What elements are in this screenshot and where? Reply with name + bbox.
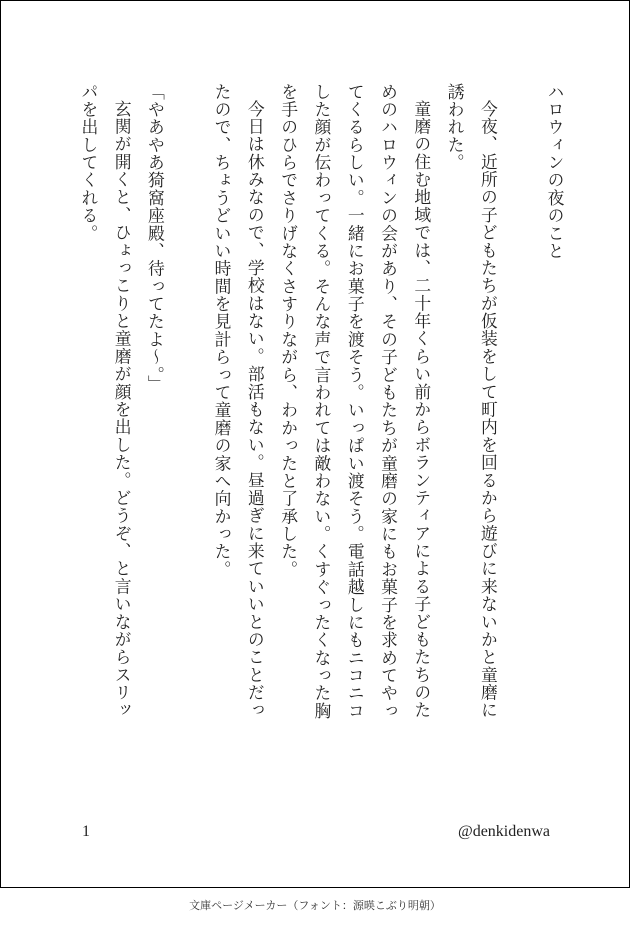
text-line: 玄関が開くと、ひょっこりと童磨が顔を出した。どうぞ、と言いながらスリッ [112,100,133,720]
page-number: 1 [82,823,90,840]
text-line: を手のひらでさりげなくさすりながら、わかったと了承した。 [278,83,299,579]
text-line: たので、ちょうどいい時間を見計らって童磨の家へ向かった。 [212,83,233,579]
text-line: 童磨の住む地域では、二十年くらい前からボランティアによる子どもたちのた [411,100,432,720]
generator-caption: 文庫ページメーカー（フォント：源暎こぶり明朝） [189,899,441,912]
story-title: ハロウィンの夜のこと [545,83,565,260]
text-line: てくるらしい。一緒にお菓子を渡そう。いっぱい渡そう。電話越しにもニコニコ [345,83,366,720]
text-line: 今夜、近所の子どもたちが仮装をして町内を回るから遊びに来ないかと童磨に [478,100,499,720]
text-line: した顔が伝わってくる。そんな声で言われては敵わない。くすぐったくなった胸 [311,83,332,720]
dialogue-line: 「やあやあ猗窩座殿、待ってたよ〜。」 [145,83,166,394]
text-line: めのハロウィンの会があり、その子どもたちが童磨の家にもお菓子を求めてやっ [378,83,399,720]
vertical-text-body [72,83,571,720]
author-handle: @denkidenwa [457,823,550,840]
text-line: 誘われた。 [445,83,466,172]
text-line: パを出してくれる。 [78,83,99,243]
text-line: 今日は休みなので、学校はない。部活もない。昼過ぎに来ていいとのことだっ [245,100,266,720]
